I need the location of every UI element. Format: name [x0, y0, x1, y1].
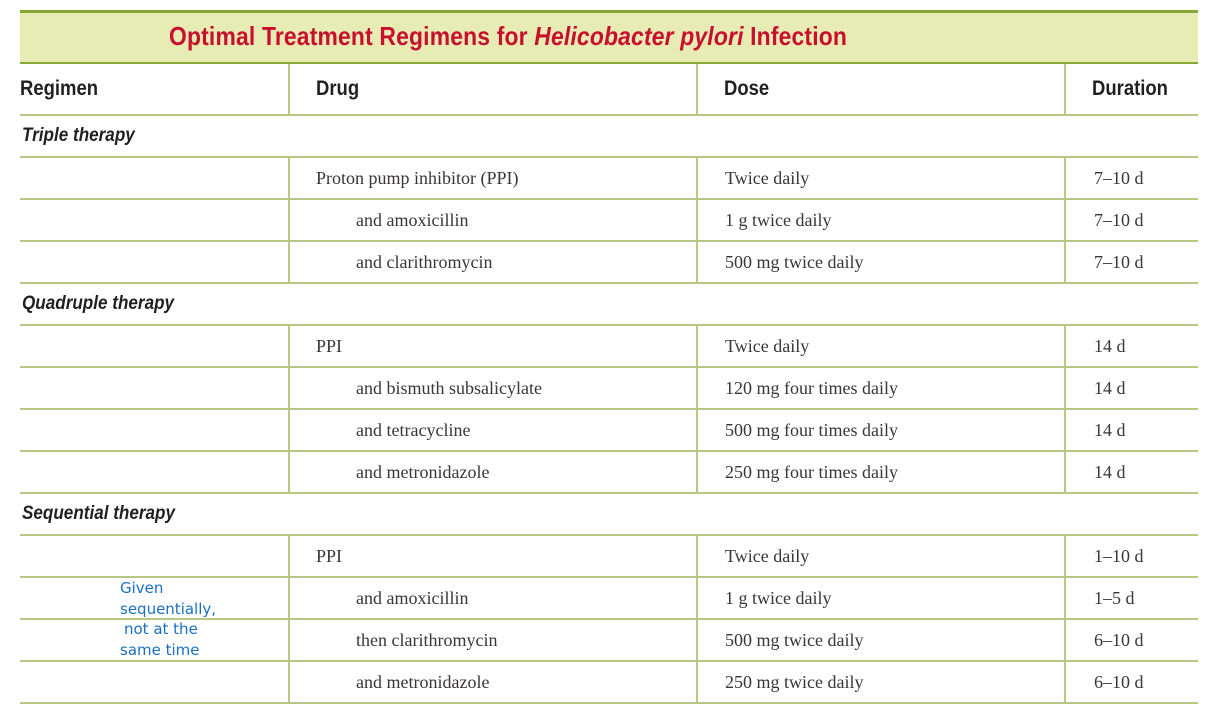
- duration-cell: 14 d: [1064, 368, 1198, 408]
- header-regimen: Regimen: [20, 77, 99, 100]
- dose-cell: 500 mg twice daily: [696, 620, 1064, 660]
- dose-cell: 250 mg four times daily: [696, 452, 1064, 492]
- duration-cell: 7–10 d: [1064, 242, 1198, 282]
- annotation-line: Given: [120, 579, 164, 597]
- drug-cell: then clarithromycin: [288, 620, 696, 660]
- dose-cell: 120 mg four times daily: [696, 368, 1064, 408]
- section-label: Quadruple therapy: [22, 293, 175, 314]
- duration-cell: 1–10 d: [1064, 536, 1198, 576]
- dose-cell: 500 mg four times daily: [696, 410, 1064, 450]
- dose-cell: 500 mg twice daily: [696, 242, 1064, 282]
- drug-cell: Proton pump inhibitor (PPI): [288, 158, 696, 198]
- drug-cell: and metronidazole: [288, 662, 696, 702]
- section-row-triple: [20, 116, 1198, 158]
- header-dose: Dose: [696, 64, 1064, 114]
- table-row: [20, 662, 1198, 704]
- section-label: Sequential therapy: [22, 503, 175, 524]
- table-row: [20, 536, 1198, 578]
- table-title: Optimal Treatment Regimens for Helicobacter pylori Infection: [169, 21, 848, 51]
- title-bar: [20, 13, 1198, 64]
- annotation-line: not at the: [124, 620, 198, 638]
- table-row: [20, 368, 1198, 410]
- duration-cell: 14 d: [1064, 452, 1198, 492]
- sequential-annotation: [120, 578, 216, 660]
- duration-cell: 1–5 d: [1064, 578, 1198, 618]
- annotation-line: sequentially,: [120, 599, 217, 618]
- table-row: [20, 452, 1198, 494]
- drug-cell: and amoxicillin: [288, 200, 696, 240]
- section-row-sequential: [20, 494, 1198, 536]
- dose-cell: 1 g twice daily: [696, 578, 1064, 618]
- drug-cell: and clarithromycin: [288, 242, 696, 282]
- table-row: [20, 410, 1198, 452]
- header-duration: Duration: [1064, 64, 1198, 114]
- header-drug: Drug: [288, 64, 696, 114]
- duration-cell: 14 d: [1064, 410, 1198, 450]
- section-label: Triple therapy: [22, 125, 135, 146]
- dose-cell: 1 g twice daily: [696, 200, 1064, 240]
- dose-cell: 250 mg twice daily: [696, 662, 1064, 702]
- duration-cell: 7–10 d: [1064, 158, 1198, 198]
- header-row: [20, 64, 1198, 116]
- table-row: [20, 242, 1198, 284]
- section-row-quadruple: [20, 284, 1198, 326]
- drug-cell: PPI: [288, 536, 696, 576]
- dose-cell: Twice daily: [696, 536, 1064, 576]
- drug-cell: and bismuth subsalicylate: [288, 368, 696, 408]
- annotation-line: same time: [120, 640, 200, 659]
- duration-cell: 7–10 d: [1064, 200, 1198, 240]
- duration-cell: 14 d: [1064, 326, 1198, 366]
- table-row: [20, 158, 1198, 200]
- dose-cell: Twice daily: [696, 158, 1064, 198]
- dose-cell: Twice daily: [696, 326, 1064, 366]
- drug-cell: and tetracycline: [288, 410, 696, 450]
- drug-cell: and metronidazole: [288, 452, 696, 492]
- drug-cell: and amoxicillin: [288, 578, 696, 618]
- duration-cell: 6–10 d: [1064, 662, 1198, 702]
- drug-cell: PPI: [288, 326, 696, 366]
- duration-cell: 6–10 d: [1064, 620, 1198, 660]
- table-row: [20, 200, 1198, 242]
- table-row: [20, 326, 1198, 368]
